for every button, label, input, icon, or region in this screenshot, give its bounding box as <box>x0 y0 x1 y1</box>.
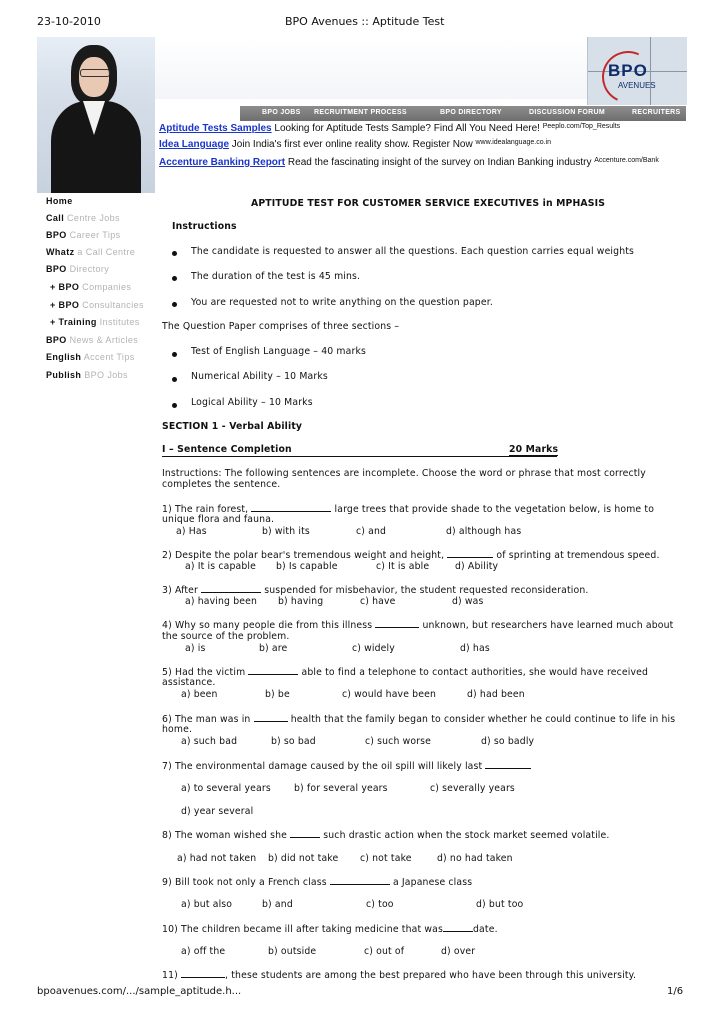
option[interactable]: a) Has <box>176 526 207 537</box>
question-5-options <box>0 689 722 701</box>
option[interactable]: d) although has <box>446 526 522 537</box>
question-1-cont: unique flora and fauna. <box>162 514 275 525</box>
option[interactable]: a) is <box>185 643 206 654</box>
bullet <box>172 403 177 408</box>
bpo-avenues-logo[interactable] <box>587 37 687 105</box>
sidebar-item-training-institutes[interactable]: + Training Institutes <box>50 317 140 327</box>
ad-line <box>159 123 620 134</box>
test-heading: APTITUDE TEST FOR CUSTOMER SERVICE EXECUTIVES in MPHASIS <box>251 198 606 209</box>
option[interactable]: c) out of <box>364 946 405 957</box>
nav-bpo-jobs[interactable]: BPO JOBS <box>262 109 301 116</box>
option[interactable]: d) Ability <box>455 561 499 572</box>
ad-url[interactable]: www.idealanguage.co.in <box>475 139 551 146</box>
option[interactable]: c) would have been <box>342 689 437 700</box>
option[interactable]: c) have <box>360 596 396 607</box>
bullet <box>172 377 177 382</box>
question-1: 1) The rain forest, large trees that provide shade to the vegetation below, is home to <box>162 504 655 515</box>
option[interactable]: b) are <box>259 643 288 654</box>
option[interactable]: d) had been <box>467 689 525 700</box>
instructions-title: Instructions <box>172 221 237 232</box>
option[interactable]: d) has <box>460 643 490 654</box>
ad-text: Read the fascinating insight of the survey on Indian Banking industry <box>287 157 592 168</box>
part-1-marks: 20 Marks <box>509 444 559 455</box>
sidebar-item-publish-jobs[interactable]: Publish BPO Jobs <box>46 370 128 380</box>
question-11: 11) , these students are among the best prepared who have been through this university. <box>162 970 637 981</box>
option[interactable]: b) for several years <box>294 783 388 794</box>
option[interactable]: b) outside <box>268 946 317 957</box>
bullet <box>172 276 177 281</box>
sidebar-item-bpo-companies[interactable]: + BPO Companies <box>50 282 132 292</box>
ad-url[interactable]: Accenture.com/Bank <box>594 157 659 164</box>
option[interactable]: a) been <box>181 689 218 700</box>
question-4-options <box>0 643 722 655</box>
question-2: 2) Despite the polar bear's tremendous weight and height, of sprinting at tremendous speed. <box>162 550 660 561</box>
print-date: 23-10-2010 <box>37 15 101 28</box>
option[interactable]: b) be <box>265 689 290 700</box>
option[interactable]: c) too <box>366 899 394 910</box>
sidebar-item-bpo-directory[interactable]: BPO Directory <box>46 264 110 274</box>
option[interactable]: a) but also <box>181 899 233 910</box>
option[interactable]: d) over <box>441 946 476 957</box>
part-instructions: Instructions: The following sentences are incomplete. Choose the word or phrase that most correctly <box>162 468 646 479</box>
nav-bpo-directory[interactable]: BPO DIRECTORY <box>440 109 502 116</box>
section-item: Test of English Language – 40 marks <box>191 346 366 357</box>
section-1-title: SECTION 1 - Verbal Ability <box>162 421 303 432</box>
option[interactable]: a) to several years <box>181 783 271 794</box>
ad-link[interactable]: Idea Language <box>159 139 230 150</box>
ad-link[interactable]: Accenture Banking Report <box>159 157 286 168</box>
question-7-options <box>0 783 722 795</box>
bullet <box>172 352 177 357</box>
footer-url: bpoavenues.com/.../sample_aptitude.h... <box>37 986 242 997</box>
question-8: 8) The woman wished she such drastic action when the stock market seemed volatile. <box>162 830 610 841</box>
question-9-options <box>0 899 722 911</box>
footer-page-number: 1/6 <box>667 986 684 997</box>
option[interactable]: b) and <box>262 899 293 910</box>
option[interactable]: d) so badly <box>481 736 535 747</box>
option[interactable]: c) It is able <box>376 561 430 572</box>
option[interactable]: a) having been <box>185 596 258 607</box>
top-navigation <box>240 106 686 121</box>
option[interactable]: a) off the <box>181 946 226 957</box>
question-6-options <box>0 736 722 748</box>
sidebar-item-home[interactable]: Home <box>46 196 73 206</box>
option[interactable]: b) Is capable <box>276 561 338 572</box>
ad-line <box>159 157 659 168</box>
banner-photo <box>37 37 155 193</box>
instruction-item: The candidate is requested to answer all the questions. Each question carries equal weights <box>191 246 635 257</box>
option[interactable]: c) widely <box>352 643 395 654</box>
sidebar-item-call-centre-jobs[interactable]: Call Centre Jobs <box>46 213 120 223</box>
ad-text: Looking for Aptitude Tests Sample? Find All You Need Here! <box>274 123 540 134</box>
question-5-cont: assistance. <box>162 677 216 688</box>
page-title: BPO Avenues :: Aptitude Test <box>285 15 445 28</box>
question-10: 10) The children became ill after taking medicine that was date. <box>162 924 498 935</box>
logo-subtext: AVENUES <box>618 81 656 90</box>
question-9: 9) Bill took not only a French class a Japanese class <box>162 877 473 888</box>
option[interactable]: a) such bad <box>181 736 238 747</box>
option[interactable]: c) not take <box>360 853 412 864</box>
sidebar-item-bpo-career-tips[interactable]: BPO Career Tips <box>46 230 121 240</box>
option[interactable]: a) had not taken <box>177 853 257 864</box>
instruction-item: You are requested not to write anything on the question paper. <box>191 297 493 308</box>
option[interactable]: a) It is capable <box>185 561 257 572</box>
nav-recruitment-process[interactable]: RECRUITMENT PROCESS <box>314 109 407 116</box>
sections-intro: The Question Paper comprises of three sections – <box>162 321 400 332</box>
option[interactable]: d) was <box>452 596 484 607</box>
option[interactable]: b) so bad <box>271 736 316 747</box>
section-item: Numerical Ability – 10 Marks <box>191 371 328 382</box>
option[interactable]: d) year several <box>181 806 254 817</box>
sidebar-item-whatz-call-centre[interactable]: Whatz a Call Centre <box>46 247 136 257</box>
bullet <box>172 251 177 256</box>
option[interactable]: b) did not take <box>268 853 339 864</box>
logo-text: BPO <box>608 61 648 80</box>
question-2-options <box>0 561 722 573</box>
instruction-item: The duration of the test is 45 mins. <box>191 271 361 282</box>
part-1-underline <box>162 456 557 457</box>
question-6: 6) The man was in health that the family began to consider whether he could continue to life in his <box>162 714 676 725</box>
part-1-title: I – Sentence Completion <box>162 444 292 455</box>
option[interactable]: c) severally years <box>430 783 515 794</box>
nav-discussion-forum[interactable]: DISCUSSION FORUM <box>529 109 605 116</box>
option[interactable]: c) and <box>356 526 387 537</box>
option[interactable]: c) such worse <box>365 736 432 747</box>
question-3: 3) After suspended for misbehavior, the student requested reconsideration. <box>162 585 589 596</box>
option[interactable]: d) no had taken <box>437 853 513 864</box>
bullet <box>172 302 177 307</box>
question-8-options <box>0 853 722 865</box>
ad-text: Join India's first ever online reality show. Register Now <box>231 139 473 150</box>
ad-link[interactable]: Aptitude Tests Samples <box>159 123 272 134</box>
sidebar-item-bpo-news[interactable]: BPO News & Articles <box>46 335 139 345</box>
sidebar-item-english-accent[interactable]: English Accent Tips <box>46 352 135 362</box>
question-4: 4) Why so many people die from this illness unknown, but researchers have learned much about <box>162 620 674 631</box>
question-3-options <box>0 596 722 608</box>
question-7: 7) The environmental damage caused by the oil spill will likely last <box>162 760 531 772</box>
option[interactable]: b) with its <box>262 526 310 537</box>
question-4-cont: the source of the problem. <box>162 631 290 642</box>
question-1-options <box>0 526 722 538</box>
nav-recruiters[interactable]: RECRUITERS <box>632 109 681 116</box>
question-6-cont: home. <box>162 724 193 735</box>
question-10-options <box>0 946 722 958</box>
sidebar-item-bpo-consultancies[interactable]: + BPO Consultancies <box>50 300 144 310</box>
section-item: Logical Ability – 10 Marks <box>191 397 313 408</box>
part-instructions: completes the sentence. <box>162 479 281 490</box>
option[interactable]: d) but too <box>476 899 524 910</box>
option[interactable]: b) having <box>278 596 324 607</box>
ad-line <box>159 139 551 150</box>
ad-url[interactable]: Peeplo.com/Top_Results <box>542 123 621 130</box>
question-5: 5) Had the victim able to find a telephone to contact authorities, she would have received <box>162 667 649 678</box>
